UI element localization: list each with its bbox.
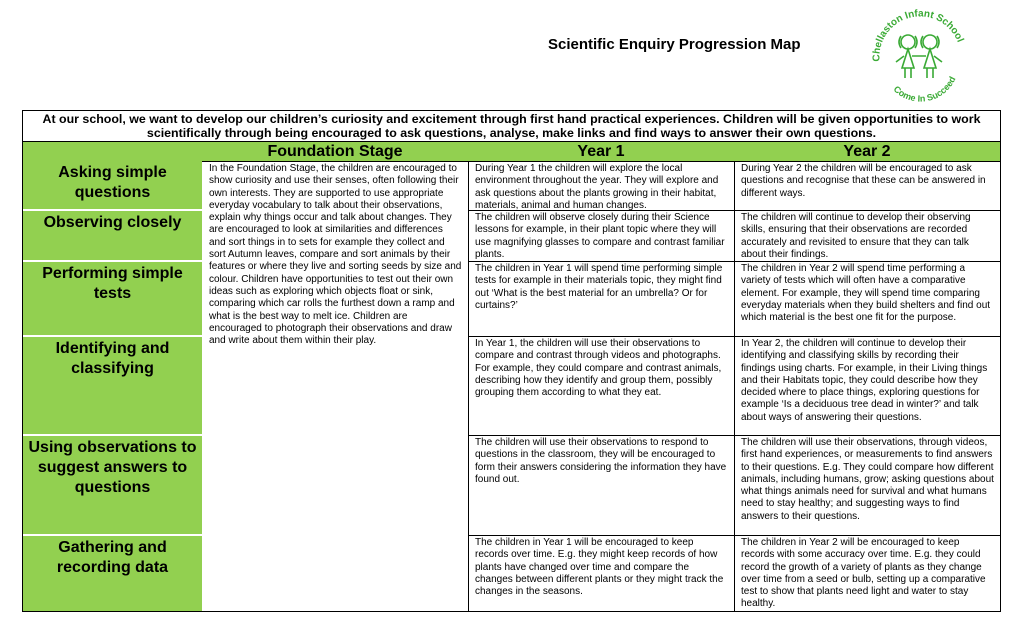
row-label: Using observations to suggest answers to questions <box>23 436 202 536</box>
header-year2: Year 2 <box>734 141 1000 162</box>
row-label: Observing closely <box>23 211 202 262</box>
year2-cell: The children will use their observations, through videos, first hand experiences, or measurements to find answers to their questions. E.g. They could compare how different animals, including humans, grow; asking questions about what things animals need for survival and what humans need to stay healthy; and suggesting ways to find answers to their questions. <box>734 435 1000 536</box>
header-corner <box>23 141 203 162</box>
header-year1: Year 1 <box>468 141 735 162</box>
row-label: Performing simple tests <box>23 262 202 337</box>
year1-cell: The children will use their observations to respond to questions in the classroom, they will be encouraged to form their answers considering the information they have found out. <box>468 435 735 536</box>
year1-cell: The children will observe closely during their Science lessons for example, in their plant topic where they will use magnifying glasses to compare and contrast familiar plants. <box>468 210 735 262</box>
logo-bottom-text: Come In Succeed <box>891 74 958 104</box>
intro-text: At our school, we want to develop our children’s curiosity and excitement through first hand practical experiences. Children will be given opportunities to work scientifically through being encouraged to ask questions, analyse, make links and find ways to answer their own questions. <box>42 112 981 140</box>
row-label: Gathering and recording data <box>23 536 202 611</box>
year2-cell: The children in Year 2 will spend time performing a variety of tests which will often have a comparative element. For example, they will spend time comparing everyday materials when they build shelters and find out which material is the best one fit for the purpose. <box>734 261 1000 337</box>
row-label: Identifying and classifying <box>23 337 202 436</box>
svg-text:Chellaston Infant School <box>871 8 965 61</box>
row-label: Asking simple questions <box>23 161 202 211</box>
year1-cell: In Year 1, the children will use their observations to compare and contrast through videos and photographs. For example, they could compare and contrast animals, describing how they identify and group them, possibly grouping them according to what they eat. <box>468 336 735 436</box>
children-drawing-icon <box>896 35 942 78</box>
year1-cell: During Year 1 the children will explore the local environment throughout the year. They will explore and ask questions about the plants growing in their habitat, materials, animal and human changes. <box>468 161 735 211</box>
header-foundation: Foundation Stage <box>202 141 469 162</box>
year1-cell: The children in Year 1 will spend time performing simple tests for example in their materials topic, they might find out ‘What is the best material for an umbrella? Or for curtains?’ <box>468 261 735 337</box>
year1-cell: The children in Year 1 will be encouraged to keep records over time. E.g. they might keep records of how plants have changed over time and compare the changes between different plants or they might track the changes in the seasons. <box>468 535 735 611</box>
year2-cell: The children in Year 2 will be encouraged to keep records with some accuracy over time. E.g. they could record the growth of a variety of plants as they change over time from a seed or bulb, setting up a comparative test to show that plants need light and water to stay healthy. <box>741 537 986 610</box>
school-logo <box>866 4 972 104</box>
year2-cell: The children will continue to develop their observing skills, ensuring that their observations are recorded accurately and revisited to ensure that they can talk about their findings. <box>734 210 1000 262</box>
foundation-text: In the Foundation Stage, the children are encouraged to show curiosity and use their senses, often following their own interests. They are supported to use appropriate everyday vocabulary to talk about their observations, explain why things occur and talk about changes. They are encouraged to look at similarities and differences and sort things in to sets for example they collect and sort Autumn leaves, compare and sort animals by their features or where they live and sorting seeds by size and colour. Children have opportunities to test out their own ideas such as exploring which objects float or sink, comparing which car rolls the furthest down a ramp and what is the best way to melt ice. Children are encouraged to photograph their observations and draw and write about them within their play. <box>202 161 469 611</box>
svg-text:Come In Succeed <box>892 75 958 104</box>
page-title: Scientific Enquiry Progression Map <box>548 36 801 53</box>
logo-top-text: Chellaston Infant School <box>871 8 966 62</box>
year2-cell: During Year 2 the children will be encouraged to ask questions and recognise that these can be answered in different ways. <box>734 161 1000 211</box>
year2-cell: In Year 2, the children will continue to develop their identifying and classifying skills by recording their findings using charts. For example, in their Living things and their Habitats topic, they could describe how they decided where to place things, exploring questions for example ‘Is a deciduous tree dead in winter?’ and talk about ways of answering their questions. <box>734 336 1000 436</box>
